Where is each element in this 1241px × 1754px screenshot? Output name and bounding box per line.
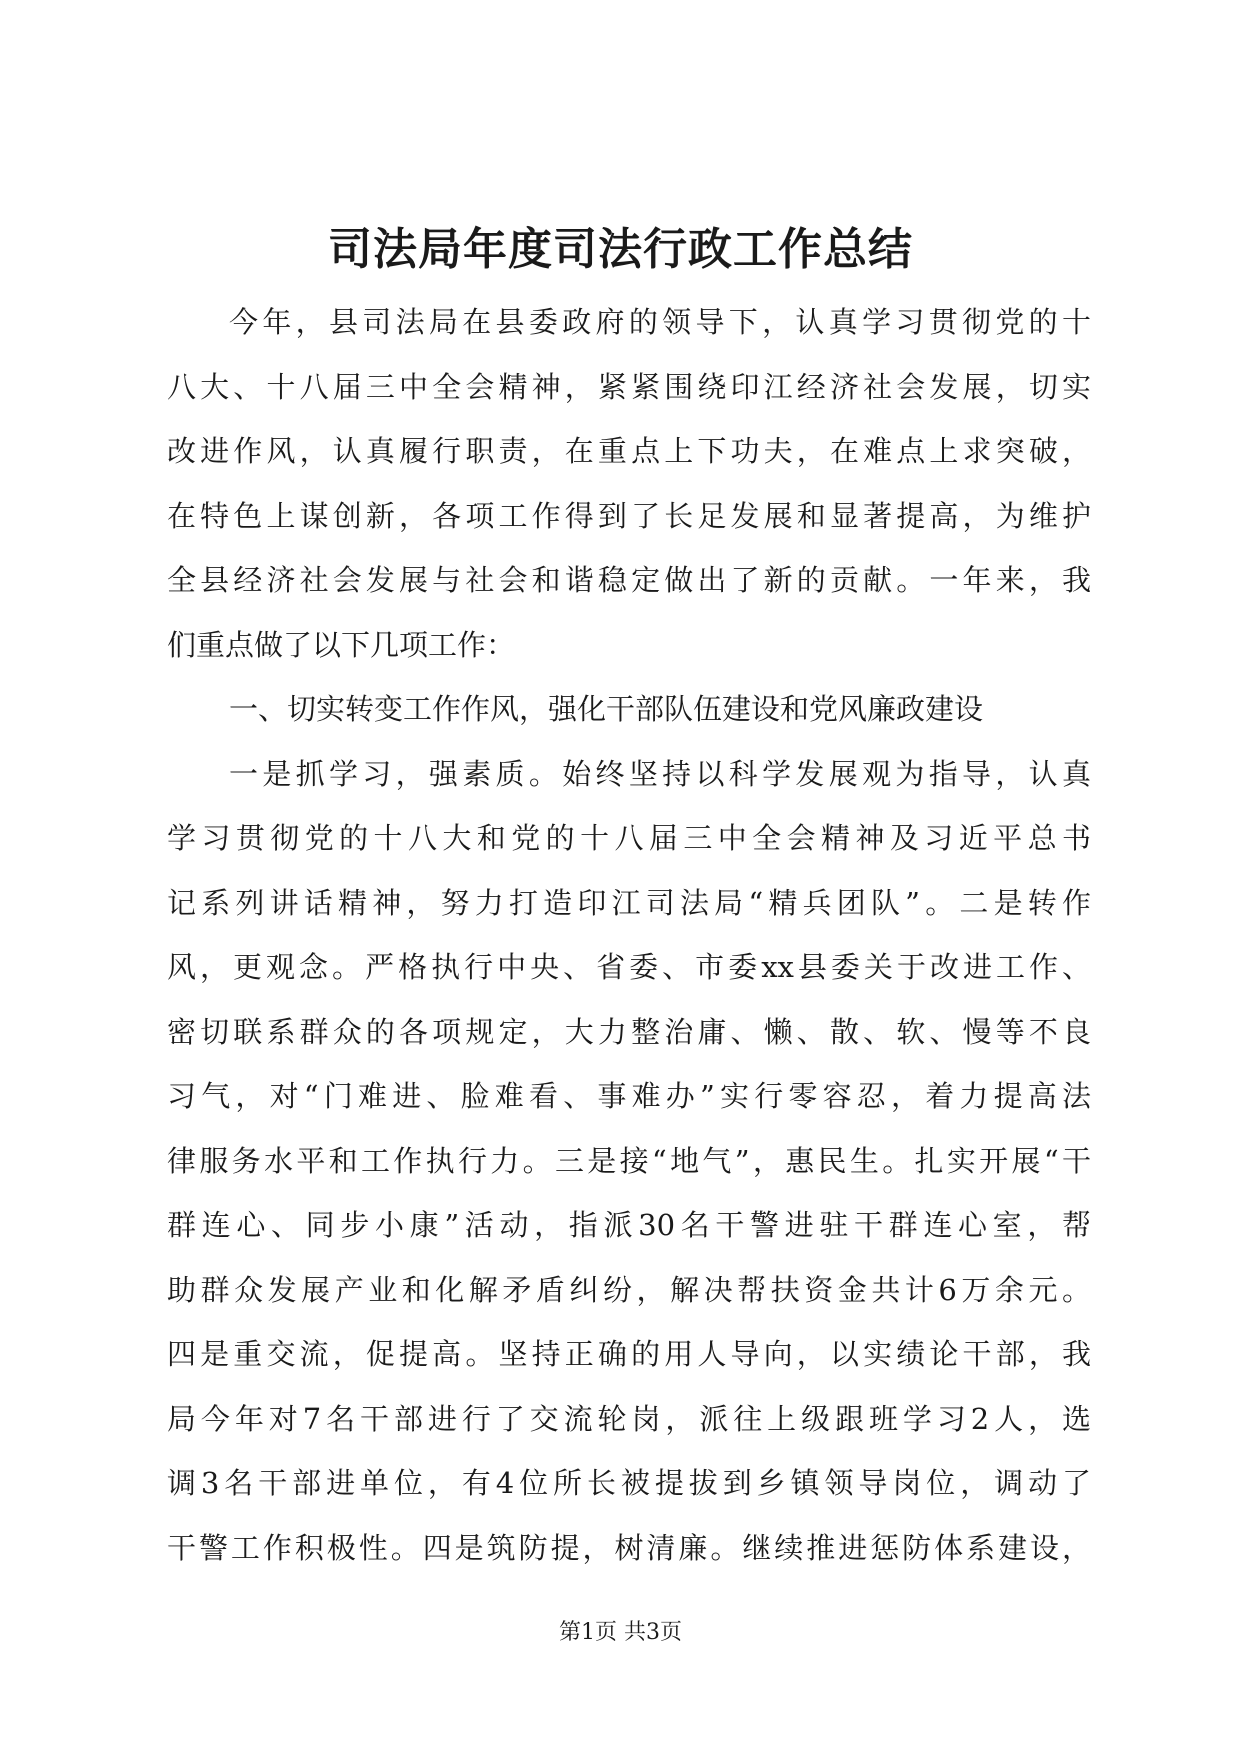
paragraph-line: 助群众发展产业和化解矛盾纠纷，解决帮扶资金共计6万余元。	[167, 1272, 1091, 1307]
paragraph-line: 记系列讲话精神，努力打造印江司法局“精兵团队”。二是转作	[167, 885, 1091, 920]
paragraph-line: 密切联系群众的各项规定，大力整治庸、懒、散、软、慢等不良	[167, 1014, 1091, 1049]
paragraph-line: 八大、十八届三中全会精神，紧紧围绕印江经济社会发展，切实	[167, 369, 1091, 404]
document-title: 司法局年度司法行政工作总结	[328, 224, 913, 275]
paragraph-line: 四是重交流，促提高。坚持正确的用人导向，以实绩论干部，我	[167, 1337, 1091, 1371]
paragraph-line: 干警工作积极性。四是筑防提，树清廉。继续推进惩防体系建设，	[167, 1530, 1091, 1565]
paragraph-line: 们重点做了以下几项工作：	[167, 627, 516, 662]
paragraph-line: 局今年对7名干部进行了交流轮岗，派往上级跟班学习2人，选	[167, 1401, 1091, 1436]
paragraph-line: 全县经济社会发展与社会和谐稳定做出了新的贡献。一年来，我	[167, 563, 1091, 597]
paragraph-line: 习气，对“门难进、脸难看、事难办”实行零容忍，着力提高法	[167, 1079, 1091, 1113]
paragraph-line: 风，更观念。严格执行中央、省委、市委xx县委关于改进工作、	[167, 950, 1091, 984]
paragraph-line: 一是抓学习，强素质。始终坚持以科学发展观为指导，认真	[229, 756, 1091, 791]
section-heading: 一、切实转变工作作风，强化干部队伍建设和党风廉政建设	[229, 692, 984, 726]
paragraph-line: 调3名干部进单位，有4位所长被提拔到乡镇领导岗位，调动了	[167, 1466, 1091, 1500]
page-number: 第1页 共3页	[559, 1620, 682, 1645]
paragraph-line: 群连心、同步小康”活动，指派30名干警进驻干群连心室，帮	[167, 1208, 1091, 1242]
document-body	[167, 290, 1091, 1580]
paragraph-line: 律服务水平和工作执行力。三是接“地气”，惠民生。扎实开展“干	[167, 1143, 1091, 1178]
paragraph-line: 在特色上谋创新，各项工作得到了长足发展和显著提高，为维护	[167, 498, 1091, 533]
paragraph-line: 今年，县司法局在县委政府的领导下，认真学习贯彻党的十	[229, 305, 1091, 339]
paragraph-line: 改进作风，认真履行职责，在重点上下功夫，在难点上求突破，	[167, 434, 1091, 468]
paragraph-line: 学习贯彻党的十八大和党的十八届三中全会精神及习近平总书	[167, 821, 1091, 855]
